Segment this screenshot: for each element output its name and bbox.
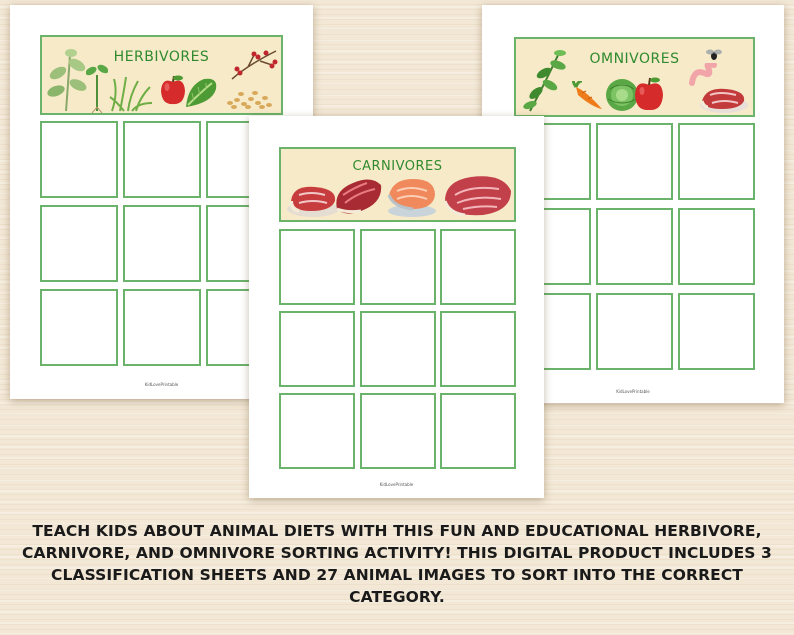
salmon-icon [385,175,439,219]
omnivores-banner [514,37,755,117]
omnivores-cell-5[interactable] [596,208,673,285]
herbivores-cell-4[interactable] [40,205,118,282]
grass-icon [108,75,154,113]
omnivores-cell-8[interactable] [596,293,673,370]
carnivores-banner [279,147,516,222]
fly-icon [706,47,722,61]
omnivores-cell-3[interactable] [678,123,755,200]
carnivores-title: CARNIVORES [352,159,443,174]
carnivores-cell-5[interactable] [360,311,436,387]
carnivores-cell-8[interactable] [360,393,436,469]
carnivores-cell-1[interactable] [279,229,355,305]
omnivores-title: OMNIVORES [589,51,680,67]
grain-icon [224,83,274,111]
carnivores-cell-9[interactable] [440,393,516,469]
meat-icon [331,173,385,217]
herbivores-footer: KidLovePrintable [144,382,179,387]
herbivores-cell-2[interactable] [123,121,201,198]
carnivores-cell-4[interactable] [279,311,355,387]
carnivores-cell-3[interactable] [440,229,516,305]
carnivores-cell-2[interactable] [360,229,436,305]
steak-icon [696,83,750,115]
leaf-plant-icon [46,45,88,113]
omnivores-footer: KidLovePrintable [616,389,650,394]
omnivores-cell-2[interactable] [596,123,673,200]
carnivores-cell-7[interactable] [279,393,355,469]
carnivores-cell-6[interactable] [440,311,516,387]
omnivores-cell-6[interactable] [678,208,755,285]
seedling-icon [86,57,108,113]
herb-sprig-icon [520,45,570,115]
herbivores-banner [40,35,283,115]
carnivores-footer: KidLovePrintable [379,482,414,487]
berry-branch-icon [228,45,280,83]
carrot-icon [572,81,606,113]
apple-icon [632,77,666,113]
herbivores-cell-1[interactable] [40,121,118,198]
herbivores-cell-8[interactable] [123,289,201,366]
herbivores-cell-5[interactable] [123,205,201,282]
lettuce-icon [182,75,220,111]
omnivores-cell-9[interactable] [678,293,755,370]
carnivores-sheet [249,116,544,498]
herbivores-cell-7[interactable] [40,289,118,366]
herbivores-title: HERBIVORES [113,49,210,65]
product-description: TEACH KIDS ABOUT ANIMAL DIETS WITH THIS FUN AND EDUCATIONAL HERBIVORE, CARNIVORE, AND OMNIVORE SORTING ACTIVITY! THIS DIGITAL PRODUCT INCLUDES 3 CLASSIFICATION SHEETS AND 27 ANIMAL IMAGES TO SORT INTO THE CORRECT CATEGORY. [22,522,772,606]
meat-icon [441,171,515,221]
